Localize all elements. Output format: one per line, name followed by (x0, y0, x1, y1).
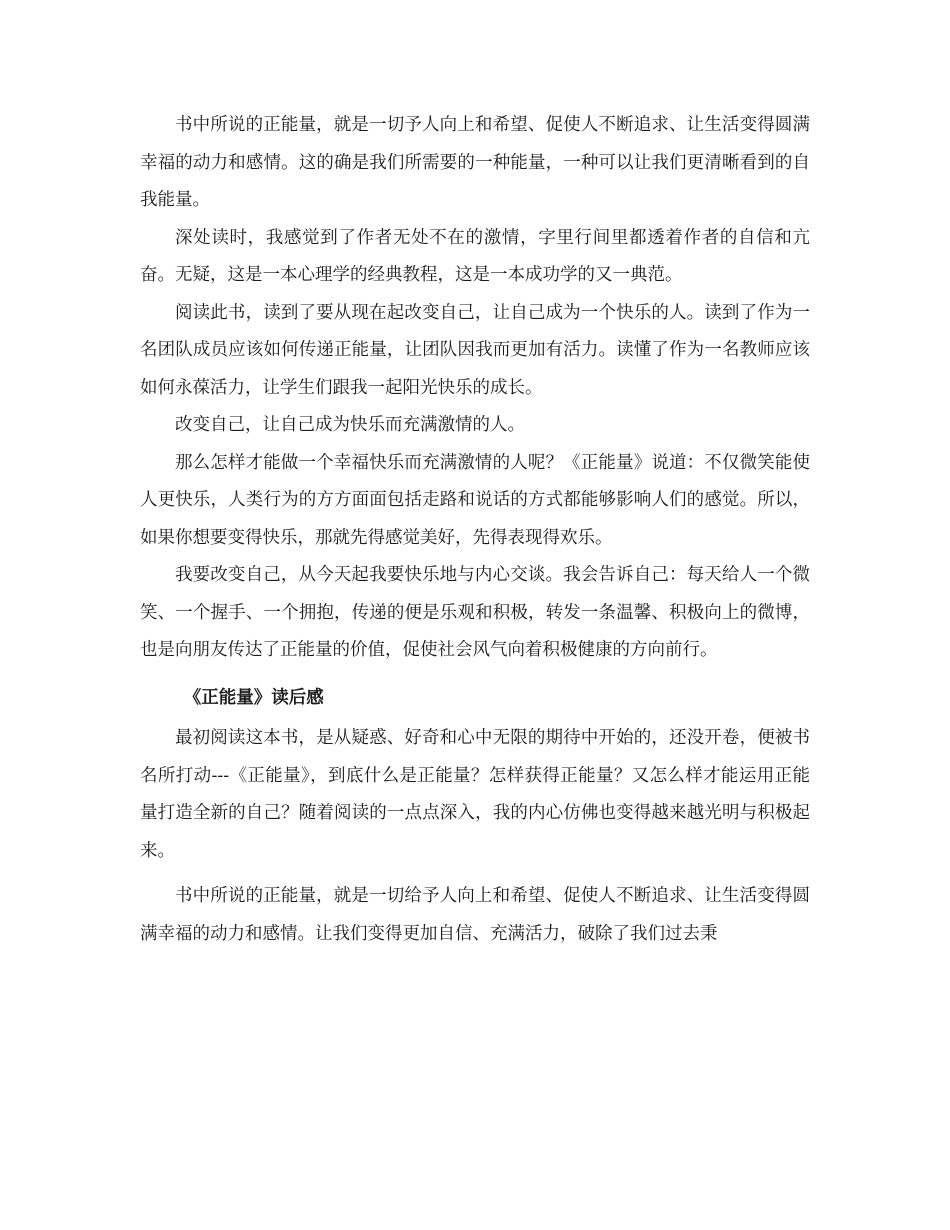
paragraph: 书中所说的正能量，就是一切给予人向上和希望、促使人不断追求、让生活变得圆满幸福的动力和感情。让我们变得更加自信、充满活力，破除了我们过去秉 (140, 886, 810, 944)
paragraph: 改变自己，让自己成为快乐而充满激情的人。 (175, 415, 525, 435)
paragraph: 我要改变自己，从今天起我要快乐地与内心交谈。我会告诉自己：每天给人一个微笑、一个握手、一个拥抱，传递的便是乐观和积极，转发一条温馨、积极向上的微博，也是向朋友传达了正能量的价值，促使社会风气向着积极健康的方向前行。 (140, 565, 810, 660)
paragraph: 最初阅读这本书，是从疑惑、好奇和心中无限的期待中开始的，还没开卷，便被书名所打动---《正能量》，到底什么是正能量？怎样获得正能量？又怎么样才能运用正能量打造全新的自己？随着阅读的一点点深入，我的内心仿佛也变得越来越光明与积极起来。 (140, 728, 810, 861)
document-body (140, 107, 810, 953)
paragraph: 深处读时，我感觉到了作者无处不在的激情，字里行间里都透着作者的自信和亢奋。无疑，这是一本心理学的经典教程，这是一本成功学的又一典范。 (140, 227, 810, 285)
paragraph: 书中所说的正能量，就是一切予人向上和希望、促使人不断追求、让生活变得圆满幸福的动力和感情。这的确是我们所需要的一种能量，一种可以让我们更清晰看到的自我能量。 (140, 115, 810, 210)
paragraph: 那么怎样才能做一个幸福快乐而充满激情的人呢？《正能量》说道：不仅微笑能使人更快乐，人类行为的方方面面包括走路和说话的方式都能够影响人们的感觉。所以，如果你想要变得快乐，那就先得感觉美好，先得表现得欢乐。 (140, 452, 810, 548)
section-title: 《正能量》读后感 (183, 687, 324, 708)
paragraph: 阅读此书，读到了要从现在起改变自己，让自己成为一个快乐的人。读到了作为一名团队成员应该如何传递正能量，让团队因我而更加有活力。读懂了作为一名教师应该如何永葆活力，让学生们跟我一起阳光快乐的成长。 (140, 302, 810, 398)
